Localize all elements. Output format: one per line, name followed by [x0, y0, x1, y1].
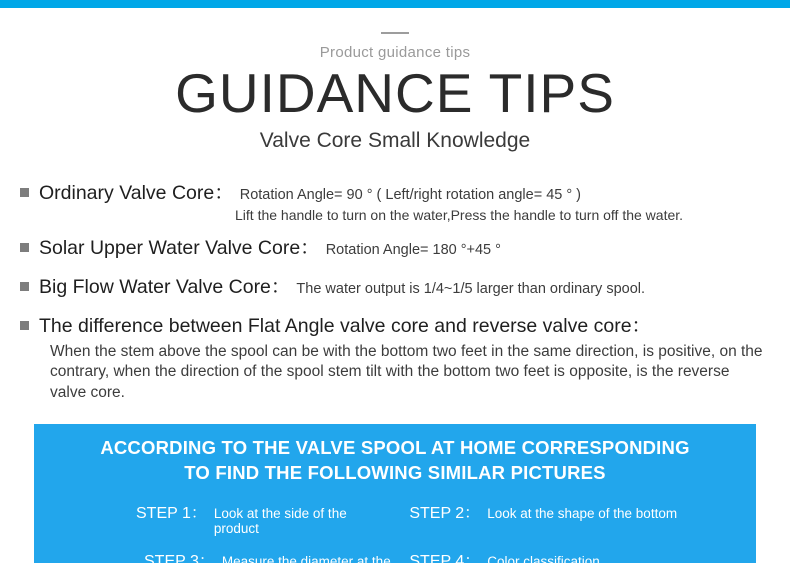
step-text: Measure the diameter at the bottom [221, 553, 391, 584]
step-text: Look at the shape of the bottom [487, 505, 678, 521]
bullet-title: Solar Upper Water Valve Core： [39, 236, 320, 259]
steps-row-1 [58, 500, 732, 536]
step-text: Color classification [487, 553, 600, 569]
page-header [0, 8, 790, 153]
bullet-item-ordinary [20, 177, 764, 223]
bullet-body-text: When the stem above the spool can be with the bottom two feet in the same direction, is positive, on the contrary, when the direction of the spool stem tilt with the bottom two feet is opposite, is the reverse valve core. [50, 342, 763, 401]
step-label: STEP 2： [409, 504, 481, 522]
page-title: GUIDANCE TIPS [175, 62, 615, 124]
bullet-title: Big Flow Water Valve Core： [39, 275, 291, 298]
square-bullet-icon [20, 282, 29, 291]
step-label: STEP 4： [409, 552, 481, 570]
square-bullet-icon [20, 188, 29, 197]
header-divider [381, 32, 409, 34]
square-bullet-icon [20, 243, 29, 252]
bullet-title: The difference between Flat Angle valve core and reverse valve core： [39, 314, 652, 337]
panel-heading-line2: TO FIND THE FOLLOWING SIMILAR PICTURES [184, 461, 606, 483]
bullet-title: Ordinary Valve Core： [39, 181, 234, 204]
step-item-3 [58, 548, 395, 584]
square-bullet-icon [20, 321, 29, 330]
bullet-item-difference [20, 310, 764, 404]
step-label: STEP 1： [136, 504, 207, 522]
steps-row-2 [58, 548, 732, 584]
bullet-description: The water output is 1/4~1/5 larger than ordinary spool. [296, 280, 646, 297]
steps-panel [34, 424, 756, 584]
bullet-description: Rotation Angle= 180 °+45 ° [325, 241, 501, 258]
bullet-subline: Lift the handle to turn on the water,Press the handle to turn off the water. [235, 206, 684, 223]
bullet-item-bigflow [20, 271, 764, 299]
page-eyebrow: Product guidance tips [319, 44, 471, 61]
bullet-item-solar [20, 232, 764, 260]
step-label: STEP 3： [144, 552, 215, 570]
step-item-2 [395, 500, 732, 536]
step-text: Look at the side of the product [213, 505, 347, 536]
steps-list [34, 500, 756, 584]
step-item-4 [395, 548, 732, 584]
panel-heading-line1: ACCORDING TO THE VALVE SPOOL AT HOME CORRESPONDING [100, 437, 690, 458]
step-item-1 [58, 500, 395, 536]
panel-heading [34, 436, 756, 486]
top-accent-bar [0, 0, 790, 8]
content-area [0, 177, 790, 404]
bullet-description: Rotation Angle= 90 ° ( Left/right rotation angle= 45 ° ) [239, 186, 582, 203]
page-subtitle: Valve Core Small Knowledge [259, 128, 531, 152]
